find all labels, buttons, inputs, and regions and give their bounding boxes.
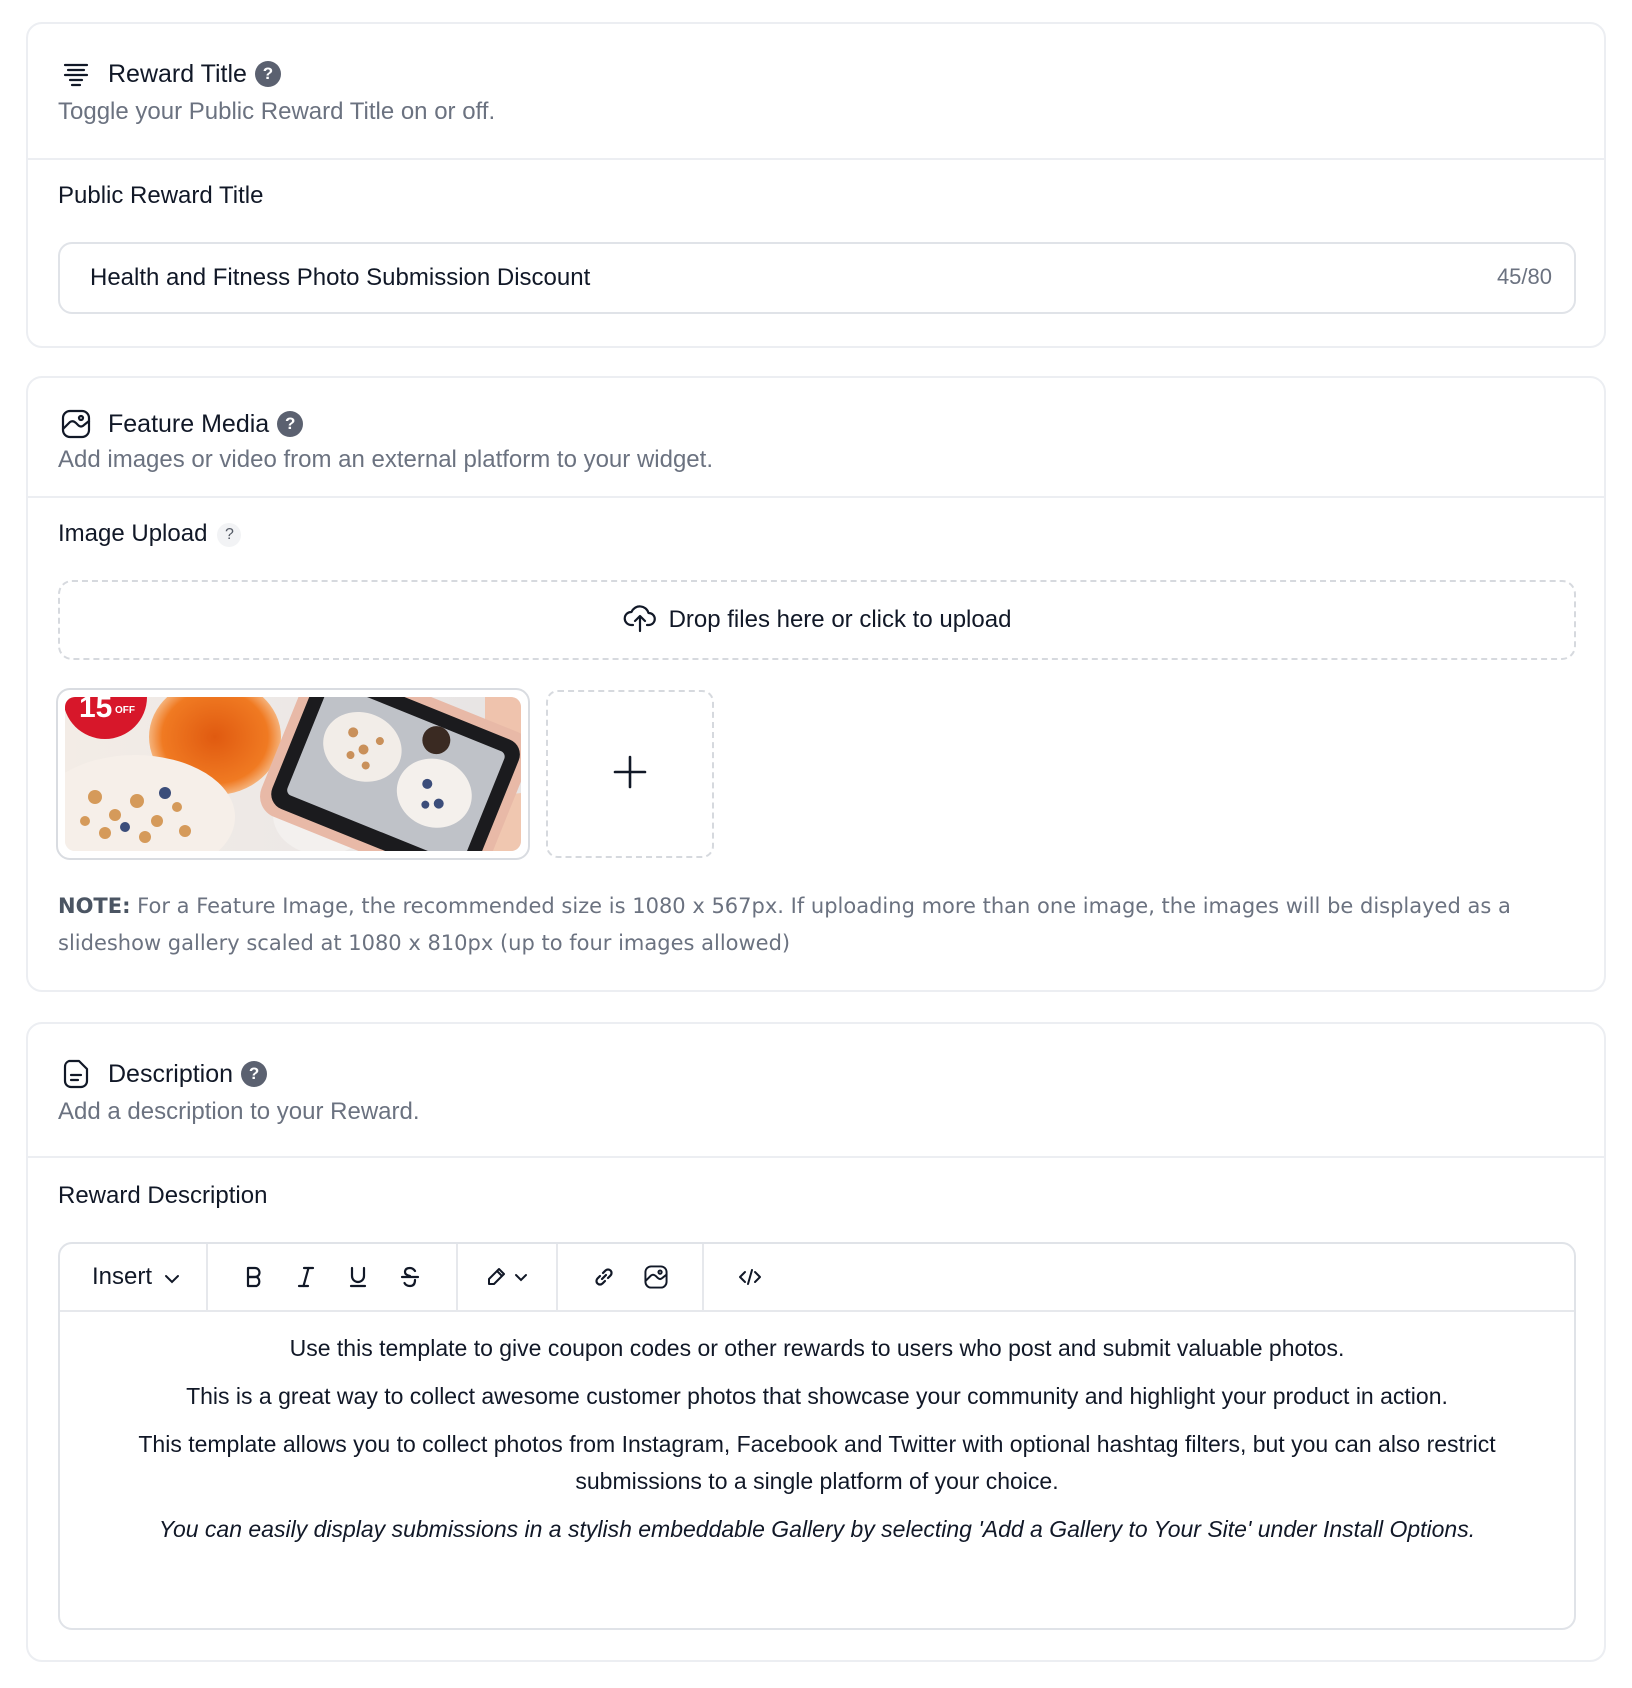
field-label: Public Reward Title — [58, 182, 264, 209]
description-paragraph: Use this template to give coupon codes or other rewards to users who post and submit valuable photos. — [289, 1335, 1345, 1361]
field-label: Reward Description — [58, 1182, 268, 1209]
file-dropzone[interactable] — [58, 580, 1576, 660]
insert-label: Insert — [92, 1263, 153, 1290]
image-upload-label: Image Upload — [58, 520, 208, 547]
help-icon[interactable]: ? — [217, 523, 241, 547]
image-icon — [58, 406, 94, 442]
toolbar-group-color — [458, 1244, 558, 1310]
image-icon — [643, 1264, 669, 1290]
rich-text-editor[interactable] — [58, 1242, 1576, 1630]
pen-icon — [486, 1267, 506, 1287]
char-counter: 45/80 — [1496, 264, 1552, 289]
help-icon[interactable]: ? — [241, 1061, 267, 1087]
uploaded-image-thumbnail[interactable] — [56, 688, 530, 860]
section-subtitle: Add images or video from an external platform to your widget. — [58, 446, 713, 473]
italic-icon — [296, 1265, 316, 1289]
note-text: For a Feature Image, the recommended size is 1080 x 567px. If uploading more than one image, the images will be displayed as a slideshow gallery scaled at 1080 x 810px (up to four images allowed) — [58, 894, 1511, 955]
add-image-button[interactable] — [546, 690, 714, 858]
feature-media-header — [28, 378, 1604, 498]
code-icon — [738, 1267, 762, 1287]
bold-button[interactable] — [228, 1255, 280, 1299]
section-title: Description — [108, 1059, 234, 1088]
editor-toolbar — [60, 1244, 1574, 1312]
toolbar-group-media — [558, 1244, 704, 1310]
thumbnail-image — [65, 697, 521, 851]
description-paragraph: You can easily display submissions in a stylish embeddable Gallery by selecting 'Add a Gallery to Your Site' under Install Options. — [158, 1516, 1476, 1542]
badge-number: 15 — [79, 697, 113, 724]
strikethrough-icon — [400, 1265, 420, 1289]
description-paragraph: This is a great way to collect awesome customer photos that showcase your community and highlight your product in action. — [186, 1383, 1448, 1409]
section-title: Reward Title — [108, 59, 247, 88]
feature-media-card — [26, 376, 1606, 992]
section-title: Feature Media — [108, 409, 270, 438]
upload-cloud-icon — [623, 603, 657, 638]
badge-off: OFF — [115, 705, 135, 716]
toolbar-group-insert — [60, 1244, 208, 1310]
link-icon — [592, 1265, 616, 1289]
field-label — [58, 520, 241, 548]
link-button[interactable] — [578, 1255, 630, 1299]
image-size-note — [58, 888, 1578, 962]
insert-dropdown[interactable] — [60, 1244, 206, 1310]
section-subtitle: Add a description to your Reward. — [58, 1098, 420, 1125]
help-icon[interactable]: ? — [255, 61, 281, 87]
description-card — [26, 1022, 1606, 1662]
toolbar-group-code — [704, 1244, 796, 1310]
description-header — [28, 1024, 1604, 1158]
code-view-button[interactable] — [724, 1255, 776, 1299]
input-value: Health and Fitness Photo Submission Discount — [90, 264, 591, 291]
description-paragraph: This template allows you to collect photos from Instagram, Facebook and Twitter with optional hashtag filters, but you can also restrict submissions to a single platform of your choice. — [138, 1431, 1496, 1494]
reward-title-card — [26, 22, 1606, 348]
public-reward-title-input[interactable] — [58, 242, 1576, 314]
section-subtitle: Toggle your Public Reward Title on or off. — [58, 98, 496, 125]
text-color-dropdown[interactable] — [478, 1255, 536, 1299]
help-icon[interactable]: ? — [277, 411, 303, 437]
reward-title-header — [28, 24, 1604, 160]
plus-icon — [612, 754, 648, 795]
chevron-down-icon — [514, 1273, 528, 1282]
chevron-down-icon — [164, 1263, 180, 1291]
underline-icon — [348, 1265, 368, 1289]
strikethrough-button[interactable] — [384, 1255, 436, 1299]
underline-button[interactable] — [332, 1255, 384, 1299]
document-icon — [58, 1056, 94, 1092]
title-lines-icon — [58, 56, 94, 92]
insert-image-button[interactable] — [630, 1255, 682, 1299]
dropzone-text: Drop files here or click to upload — [668, 606, 1012, 633]
italic-button[interactable] — [280, 1255, 332, 1299]
editor-content[interactable] — [60, 1330, 1574, 1559]
bold-icon — [243, 1265, 265, 1289]
toolbar-group-format — [208, 1244, 458, 1310]
note-label: NOTE: — [58, 894, 131, 918]
